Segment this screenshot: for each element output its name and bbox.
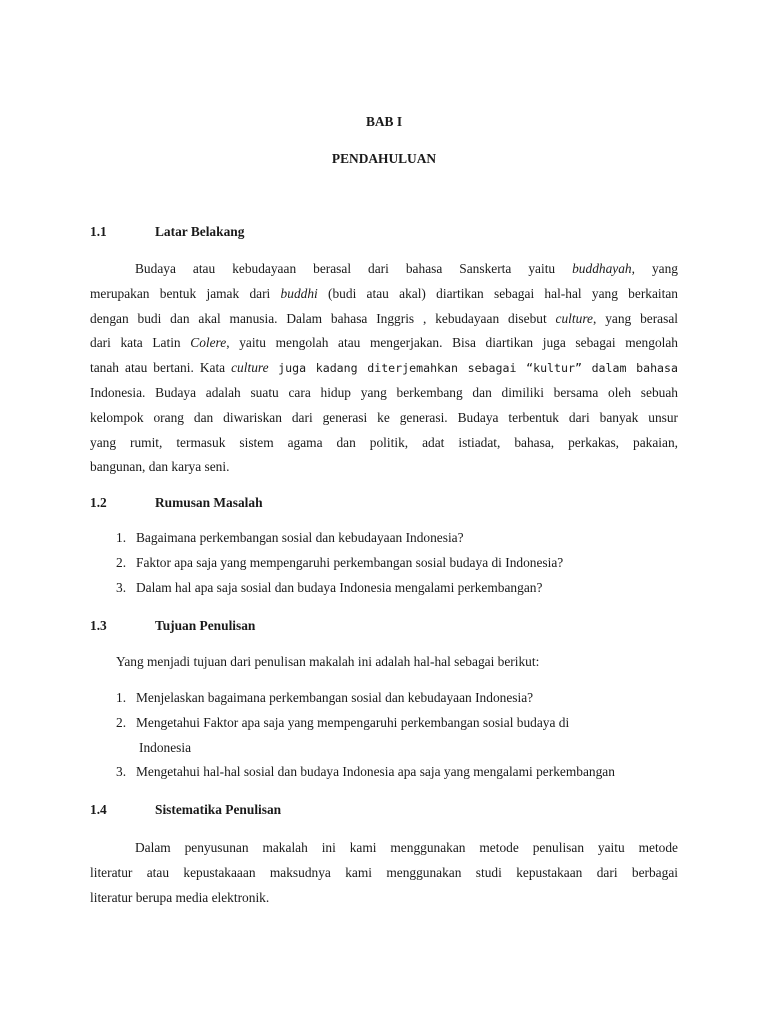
- text-line: bangunan, dan karya seni.: [90, 459, 230, 475]
- text-line: literatur atau kepustakaaan maksudnya kami menggunakan studi kepustakaan dari berbagai: [90, 864, 678, 880]
- list-item: 2. Mengetahui Faktor apa saja yang mempengaruhi perkembangan sosial budaya di Indonesia: [116, 714, 570, 755]
- paragraph-latar-belakang: [90, 257, 678, 480]
- tujuan-intro: Yang menjadi tujuan dari penulisan makalah ini adalah hal-hal sebagai berikut:: [116, 654, 540, 669]
- section-heading-1-1: [90, 224, 244, 240]
- rumusan-list: [116, 526, 696, 600]
- tujuan-list: [116, 686, 696, 785]
- list-item: 1. Bagaimana perkembangan sosial dan kebudayaan Indonesia?: [116, 530, 464, 545]
- section-title: Sistematika Penulisan: [155, 802, 282, 817]
- text-line: dari kata Latin Colere, yaitu mengolah atau mengerjakan. Bisa diartikan juga sebagai mengolah: [90, 335, 678, 351]
- chapter-title: PENDAHULUAN: [331, 151, 437, 166]
- text-line: dengan budi dan akal manusia. Dalam bahasa Inggris , kebudayaan disebut culture, yang berasal: [90, 310, 678, 326]
- text-line: Dalam penyusunan makalah ini kami menggunakan metode penulisan yaitu metode: [135, 840, 678, 855]
- text-line: Budaya atau kebudayaan berasal dari bahasa Sanskerta yaitu buddhayah, yang: [135, 261, 678, 276]
- text-line: Indonesia. Budaya adalah suatu cara hidup yang berkembang dan dimiliki bersama oleh sebuah: [90, 384, 678, 400]
- text-line: kelompok orang dan diwariskan dari generasi ke generasi. Budaya terbentuk dari banyak unsur: [90, 409, 678, 425]
- section-number: 1.1: [90, 224, 107, 239]
- section-number: 1.3: [90, 618, 107, 633]
- paragraph-sistematika: [90, 836, 678, 910]
- list-item: 3. Dalam hal apa saja sosial dan budaya Indonesia mengalami perkembangan?: [116, 579, 543, 595]
- list-item: 1. Menjelaskan bagaimana perkembangan sosial dan kebudayaan Indonesia?: [116, 690, 534, 705]
- section-number: 1.2: [90, 495, 107, 510]
- text-line: yang rumit, termasuk sistem agama dan politik, adat istiadat, bahasa, perkakas, pakaian,: [90, 434, 678, 450]
- section-heading-1-2: [90, 495, 263, 511]
- section-title: Latar Belakang: [155, 224, 245, 239]
- chapter-number: BAB I: [365, 114, 403, 129]
- list-item: 3. Mengetahui hal-hal sosial dan budaya Indonesia apa saja yang mengalami perkembangan: [116, 764, 615, 780]
- section-title: Rumusan Masalah: [155, 495, 263, 510]
- section-number: 1.4: [90, 802, 107, 817]
- section-heading-1-3: [90, 618, 255, 634]
- text-line: tanah atau bertani. Kata culture juga kadang diterjemahkan sebagai “kultur” dalam bahasa: [90, 360, 678, 376]
- list-item: 2. Faktor apa saja yang mempengaruhi perkembangan sosial budaya di Indonesia?: [116, 554, 564, 570]
- section-heading-1-4: [90, 802, 281, 818]
- text-line: merupakan bentuk jamak dari buddhi (budi atau akal) diartikan sebagai hal-hal yang berkaitan: [90, 285, 678, 301]
- text-line: literatur berupa media elektronik.: [90, 889, 270, 905]
- section-title: Tujuan Penulisan: [155, 618, 256, 633]
